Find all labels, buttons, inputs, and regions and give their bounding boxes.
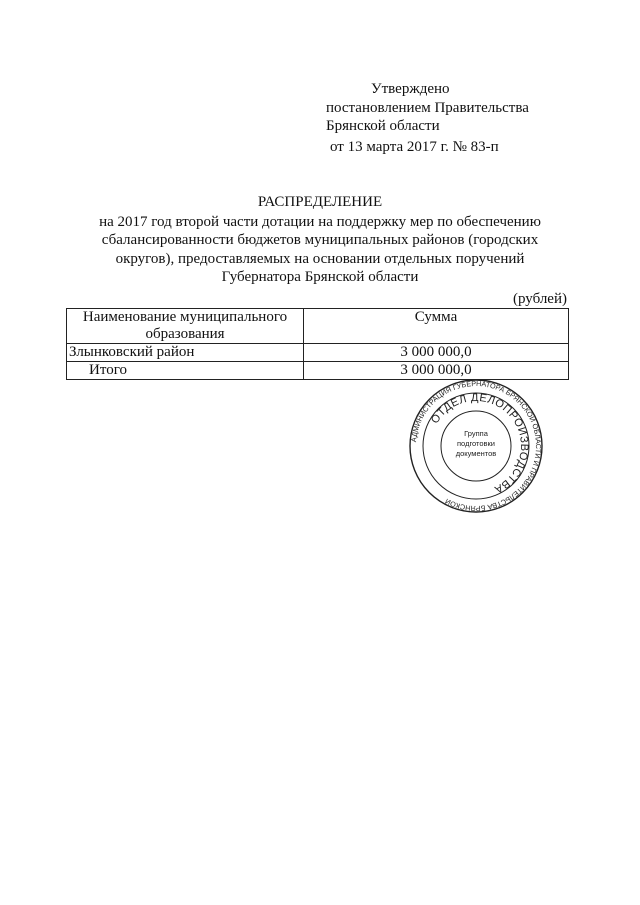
column-header-name: Наименование муниципального образования <box>67 309 304 344</box>
heading-line-3: округов), предоставляемых на основании отдельных поручений <box>115 250 525 267</box>
stamp-center-line-1: Группа <box>464 429 488 438</box>
approval-line-1: Утверждено <box>371 81 450 97</box>
stamp-outer-text: АДМИНИСТРАЦИЯ ГУБЕРНАТОРА БРЯНСКОЙ ОБЛАСТИ И ПРАВИТЕЛЬСТВА БРЯНСКОЙ <box>409 378 544 514</box>
heading-line-1: на 2017 год второй части дотации на поддержку мер по обеспечению <box>99 213 541 230</box>
heading-line-4: Губернатора Брянской области <box>221 269 419 285</box>
heading-line-2: сбалансированности бюджетов муниципальных районов (городских <box>101 232 539 248</box>
table-total-row <box>67 362 569 380</box>
total-label: Итого <box>67 362 304 380</box>
approval-block <box>326 80 529 156</box>
column-header-sum: Сумма <box>304 309 569 344</box>
document-title: РАСПРЕДЕЛЕНИЕ <box>257 194 383 210</box>
table-header-row <box>67 309 569 344</box>
approval-line-2: постановлением Правительства <box>326 99 529 116</box>
row-name: Злынковский район <box>67 344 304 362</box>
stamp-middle-text: ОТДЕЛ ДЕЛОПРОИЗВОДСТВА <box>428 391 531 496</box>
document-heading <box>60 193 580 287</box>
approval-line-3: Брянской области <box>326 118 440 134</box>
table-row <box>67 344 569 362</box>
distribution-table <box>66 308 569 380</box>
stamp-center-line-2: подготовки <box>457 439 495 448</box>
stamp-center-line-3: документов <box>455 449 497 458</box>
approval-date-number: от 13 марта 2017 г. № 83-п <box>330 138 499 155</box>
total-sum: 3 000 000,0 <box>304 362 569 380</box>
row-sum: 3 000 000,0 <box>304 344 569 362</box>
department-stamp <box>408 378 544 514</box>
unit-label: (рублей) <box>512 291 567 307</box>
